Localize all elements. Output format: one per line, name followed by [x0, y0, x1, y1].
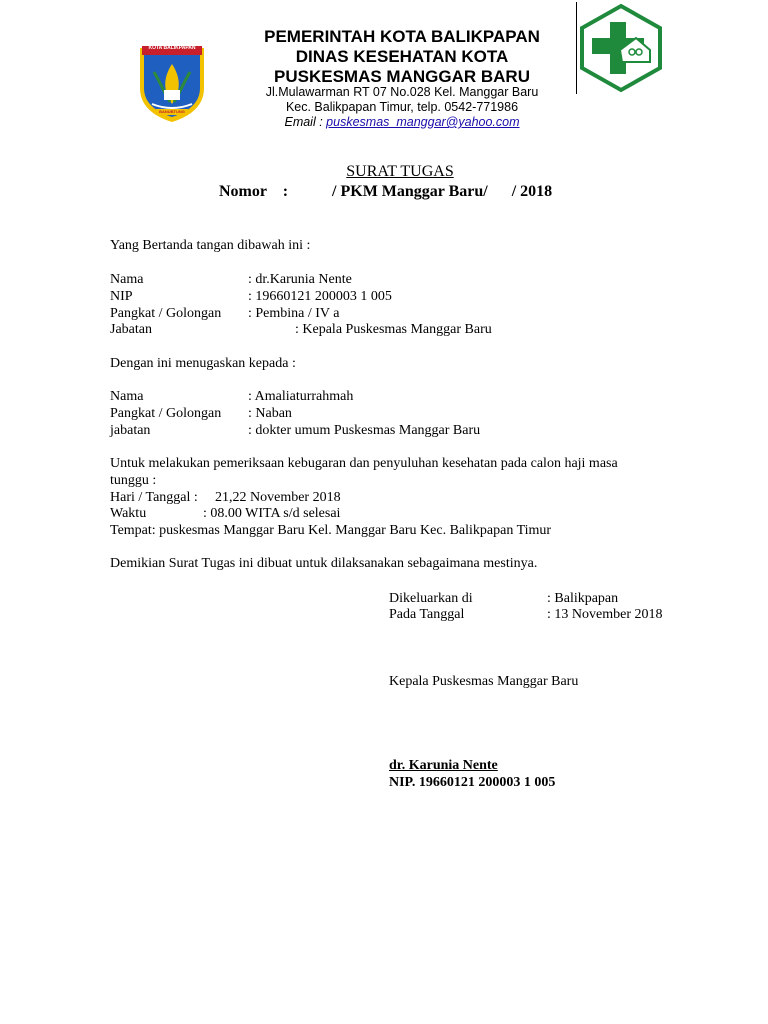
task-line-2: tunggu : — [110, 473, 157, 488]
assignee-pangkat-value: : Naban — [248, 406, 292, 421]
issued-date-value: : 13 November 2018 — [547, 607, 663, 622]
emblem-motto-text: BANUBTUNG — [159, 109, 185, 114]
puskesmas-logo-icon — [578, 2, 664, 94]
nomor-mid: / PKM Manggar Baru/ — [332, 183, 488, 200]
assignee-nama-label: Nama — [110, 389, 144, 404]
issued-date-label: Pada Tanggal — [389, 607, 465, 622]
document-title: SURAT TUGAS — [346, 163, 454, 180]
header-address-1: Jl.Mulawarman RT 07 No.028 Kel. Manggar Baru — [265, 85, 539, 99]
assignee-jabatan-label: jabatan — [110, 423, 151, 438]
assign-intro-text: Dengan ini menugaskan kepada : — [110, 356, 296, 371]
nomor-year: / 2018 — [511, 183, 553, 200]
task-tempat: Tempat: puskesmas Manggar Baru Kel. Manggar Baru Kec. Balikpapan Timur — [110, 523, 552, 538]
signer-jabatan-label: Jabatan — [110, 322, 152, 337]
assignee-pangkat-label: Pangkat / Golongan — [110, 406, 222, 421]
signature-name: dr. Karunia Nente — [389, 758, 498, 773]
assignee-jabatan-value: : dokter umum Puskesmas Manggar Baru — [248, 423, 481, 438]
issued-place-label: Dikeluarkan di — [389, 591, 473, 606]
signer-pangkat-value: : Pembina / IV a — [248, 306, 340, 321]
signer-nip-value: : 19660121 200003 1 005 — [248, 289, 392, 304]
task-waktu-value: : 08.00 WITA s/d selesai — [203, 506, 341, 521]
nomor-separator: : — [282, 183, 289, 200]
signer-jabatan-value: : Kepala Puskesmas Manggar Baru — [295, 322, 492, 337]
nomor-label: Nomor — [219, 183, 267, 200]
signer-nip-label: NIP — [110, 289, 133, 304]
header-line-3: PUSKESMAS MANGGAR BARU — [274, 67, 530, 86]
email-label: Email : — [284, 115, 327, 129]
signer-nama-value: : dr.Karunia Nente — [248, 272, 352, 287]
signer-nama-label: Nama — [110, 272, 144, 287]
intro-text: Yang Bertanda tangan dibawah ini : — [110, 238, 311, 253]
signature-position: Kepala Puskesmas Manggar Baru — [389, 674, 579, 689]
issued-place-value: : Balikpapan — [547, 591, 619, 606]
header-address-2: Kec. Balikpapan Timur, telp. 0542-771986 — [285, 100, 519, 114]
email-link[interactable]: puskesmas_manggar@yahoo.com — [326, 115, 520, 129]
header-line-1: PEMERINTAH KOTA BALIKPAPAN — [264, 27, 540, 46]
header-line-2: DINAS KESEHATAN KOTA — [295, 47, 509, 66]
signer-pangkat-label: Pangkat / Golongan — [110, 306, 222, 321]
closing-text: Demikian Surat Tugas ini dibuat untuk dilaksanakan sebagaimana mestinya. — [110, 556, 538, 571]
task-hari-label: Hari / Tanggal : — [110, 490, 198, 505]
task-line-1: Untuk melakukan pemeriksaan kebugaran dan penyuluhan kesehatan pada calon haji masa — [110, 456, 618, 471]
task-hari-value: 21,22 November 2018 — [215, 490, 341, 505]
emblem-ribbon-text: KOTA BALIKPAPAN — [148, 45, 196, 51]
task-waktu-label: Waktu — [110, 506, 147, 521]
header-email-line — [232, 115, 572, 129]
assignee-nama-value: : Amaliaturrahmah — [248, 389, 354, 404]
document-number-line — [219, 183, 552, 201]
header-divider-line — [576, 2, 577, 94]
signature-nip: NIP. 19660121 200003 1 005 — [389, 775, 556, 790]
